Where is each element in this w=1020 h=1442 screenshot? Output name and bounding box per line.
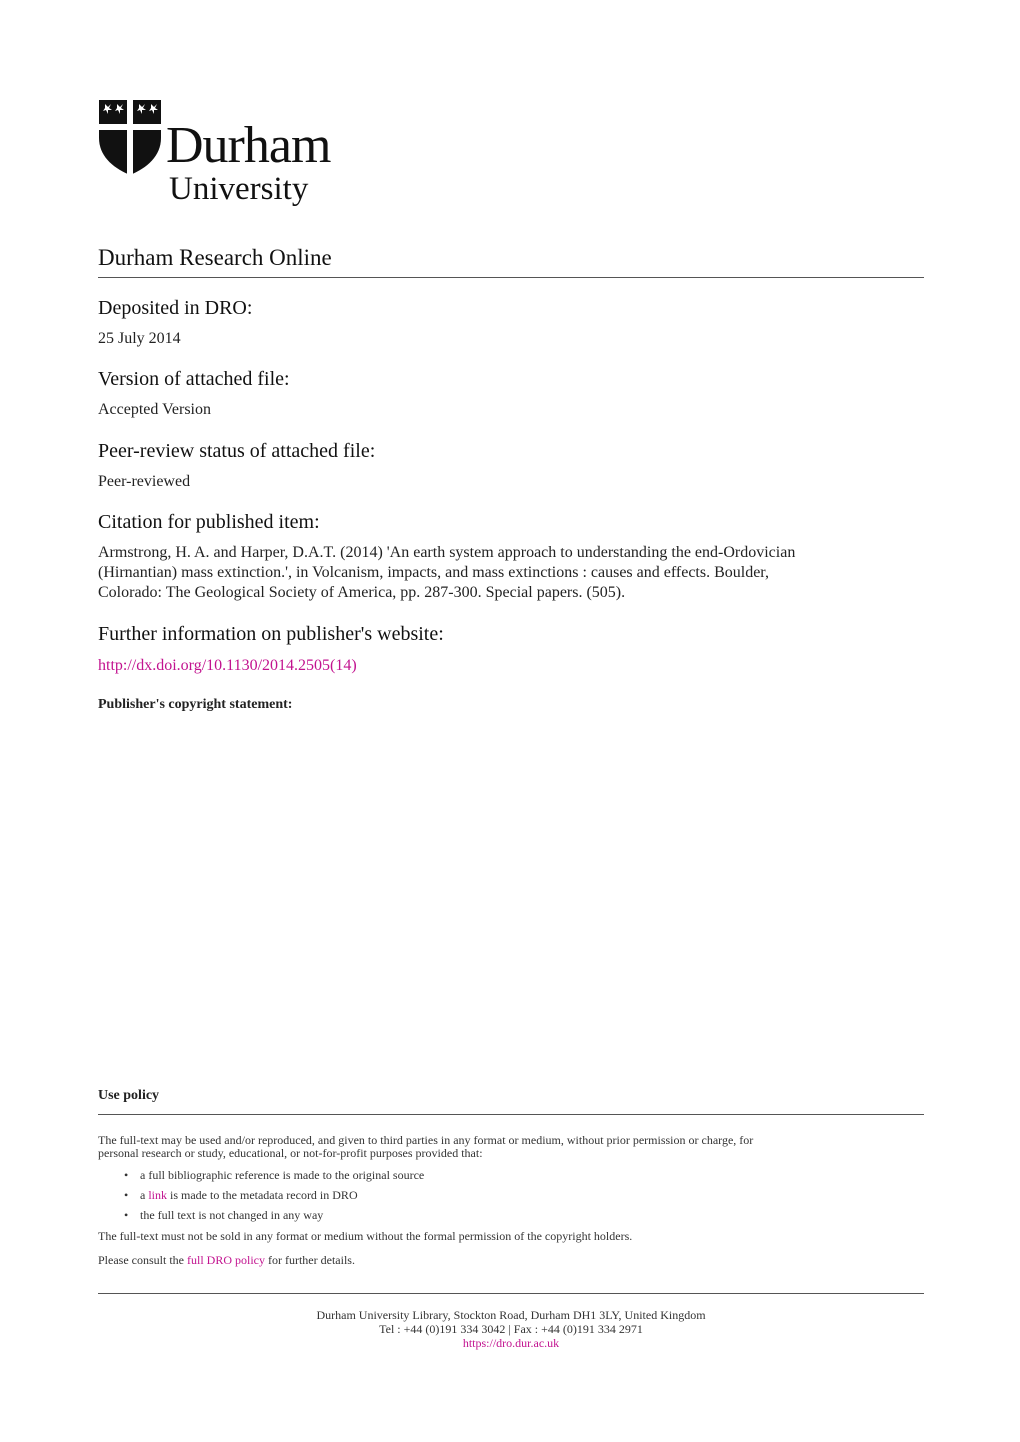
durham-university-logo <box>97 98 357 210</box>
policy-intro-line: The full-text may be used and/or reproduced, and given to third parties in any format or medium, without prior permission or charge, for <box>98 1133 754 1147</box>
citation-line: Colorado: The Geological Society of America, pp. 287-300. Special papers. (505). <box>98 584 626 601</box>
bullet-icon: • <box>124 1188 129 1202</box>
dro-website-link[interactable]: https://dro.dur.ac.uk <box>462 1336 560 1350</box>
logo-wordmark-university: University <box>169 171 309 207</box>
logo-wordmark-durham: Durham <box>166 117 331 174</box>
policy-divider <box>98 1114 924 1115</box>
publisher-website-heading: Further information on publisher's website: <box>98 623 444 645</box>
publisher-doi-link[interactable]: http://dx.doi.org/10.1130/2014.2505(14) <box>98 657 357 674</box>
durham-shield-icon <box>97 98 163 176</box>
peer-review-heading: Peer-review status of attached file: <box>98 440 376 462</box>
full-policy-link[interactable]: full DRO policy <box>186 1253 265 1267</box>
sale-restriction-note: The full-text must not be sold in any format or medium without the formal permission of the copyright holders. <box>98 1229 633 1243</box>
footer-address: Durham University Library, Stockton Road, Durham DH1 3LY, United Kingdom <box>316 1308 706 1322</box>
condition-text: a full bibliographic reference is made to the original source <box>140 1168 425 1182</box>
consult-suffix: for further details. <box>264 1253 355 1267</box>
consult-prefix: Please consult the <box>98 1253 187 1267</box>
consult-policy-line <box>98 1252 355 1268</box>
deposited-heading: Deposited in DRO: <box>98 297 253 319</box>
copyright-heading: Publisher's copyright statement: <box>98 697 293 712</box>
citation-heading: Citation for published item: <box>98 511 320 533</box>
version-heading: Version of attached file: <box>98 368 290 390</box>
condition-text-prefix: a <box>140 1188 149 1202</box>
policy-conditions-list <box>124 1167 424 1227</box>
bullet-icon: • <box>124 1168 129 1182</box>
use-policy-heading: Use policy <box>98 1088 160 1103</box>
policy-intro <box>98 1134 928 1160</box>
citation-text <box>98 543 928 603</box>
citation-line: (Hirnantian) mass extinction.', in Volcanism, impacts, and mass extinctions : causes and effects. Boulder, <box>98 564 769 581</box>
footer-divider <box>98 1293 924 1294</box>
citation-line: Armstrong, H. A. and Harper, D.A.T. (2014) 'An earth system approach to understanding the end-Ordovician <box>98 544 796 561</box>
site-title: Durham Research Online <box>98 245 332 270</box>
metadata-record-link[interactable]: link <box>148 1188 167 1202</box>
title-divider <box>98 277 924 278</box>
list-item <box>124 1167 424 1187</box>
footer-contact: Tel : +44 (0)191 334 3042 | Fax : +44 (0)191 334 2971 <box>379 1322 643 1336</box>
deposited-date: 25 July 2014 <box>98 330 181 347</box>
condition-text-suffix: is made to the metadata record in DRO <box>167 1188 358 1202</box>
version-value: Accepted Version <box>98 401 211 418</box>
list-item <box>124 1187 424 1207</box>
condition-text: the full text is not changed in any way <box>140 1208 324 1222</box>
footer <box>98 1308 924 1350</box>
peer-review-value: Peer-reviewed <box>98 473 191 490</box>
policy-intro-line: personal research or study, educational, or not-for-profit purposes provided that: <box>98 1146 483 1160</box>
list-item <box>124 1207 424 1227</box>
bullet-icon: • <box>124 1208 129 1222</box>
